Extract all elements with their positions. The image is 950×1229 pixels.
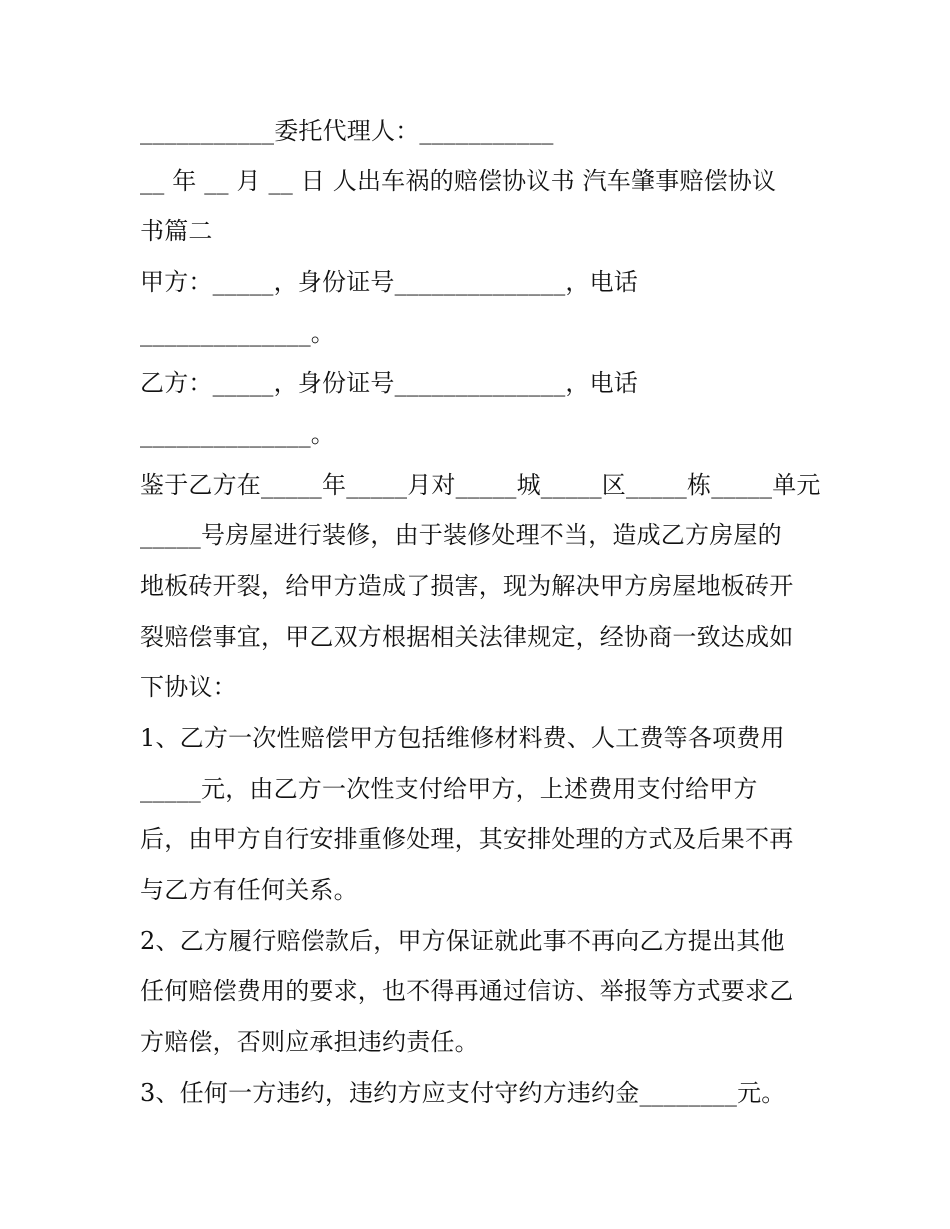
party-b-phone-line: ______________。 — [140, 420, 335, 448]
party-a-phone-line: ______________。 — [140, 319, 335, 347]
clause-1-line-3: 后，由甲方自行安排重修处理，其安排处理的方式及后果不再 — [140, 825, 794, 853]
party-a-line: 甲方：_____，身份证号______________，电话 — [140, 268, 638, 296]
party-b-line: 乙方：_____，身份证号______________，电话 — [140, 369, 638, 397]
agent-signature-line: ___________委托代理人：___________ — [140, 117, 554, 145]
date-title-line: __ 年 __ 月 __ 日 人出车祸的赔偿协议书 汽车肇事赔偿协议 — [140, 167, 777, 195]
clause-2-line-3: 方赔偿，否则应承担违约责任。 — [140, 1028, 479, 1056]
preamble-line-5: 下协议： — [140, 673, 237, 701]
clause-3-line-1: 3、任何一方违约，违约方应支付守约方违约金________元。 — [140, 1079, 786, 1107]
preamble-line-4: 裂赔偿事宜，甲乙双方根据相关法律规定，经协商一致达成如 — [140, 623, 794, 651]
clause-1-line-2: _____元，由乙方一次性支付给甲方，上述费用支付给甲方 — [140, 775, 758, 803]
preamble-line-2: _____号房屋进行装修，由于装修处理不当，造成乙方房屋的 — [140, 521, 782, 549]
clause-2-line-1: 2、乙方履行赔偿款后，甲方保证就此事不再向乙方提出其他 — [140, 927, 785, 955]
clause-1-line-4: 与乙方有任何关系。 — [140, 876, 358, 904]
section-title-line: 书篇二 — [140, 217, 213, 245]
clause-1-line-1: 1、乙方一次性赔偿甲方包括维修材料费、人工费等各项费用 — [140, 724, 785, 752]
preamble-line-1: 鉴于乙方在_____年_____月对_____城_____区_____栋_____单元 — [140, 471, 821, 499]
preamble-line-3: 地板砖开裂，给甲方造成了损害，现为解决甲方房屋地板砖开 — [140, 572, 794, 600]
clause-2-line-2: 任何赔偿费用的要求，也不得再通过信访、举报等方式要求乙 — [140, 977, 794, 1005]
